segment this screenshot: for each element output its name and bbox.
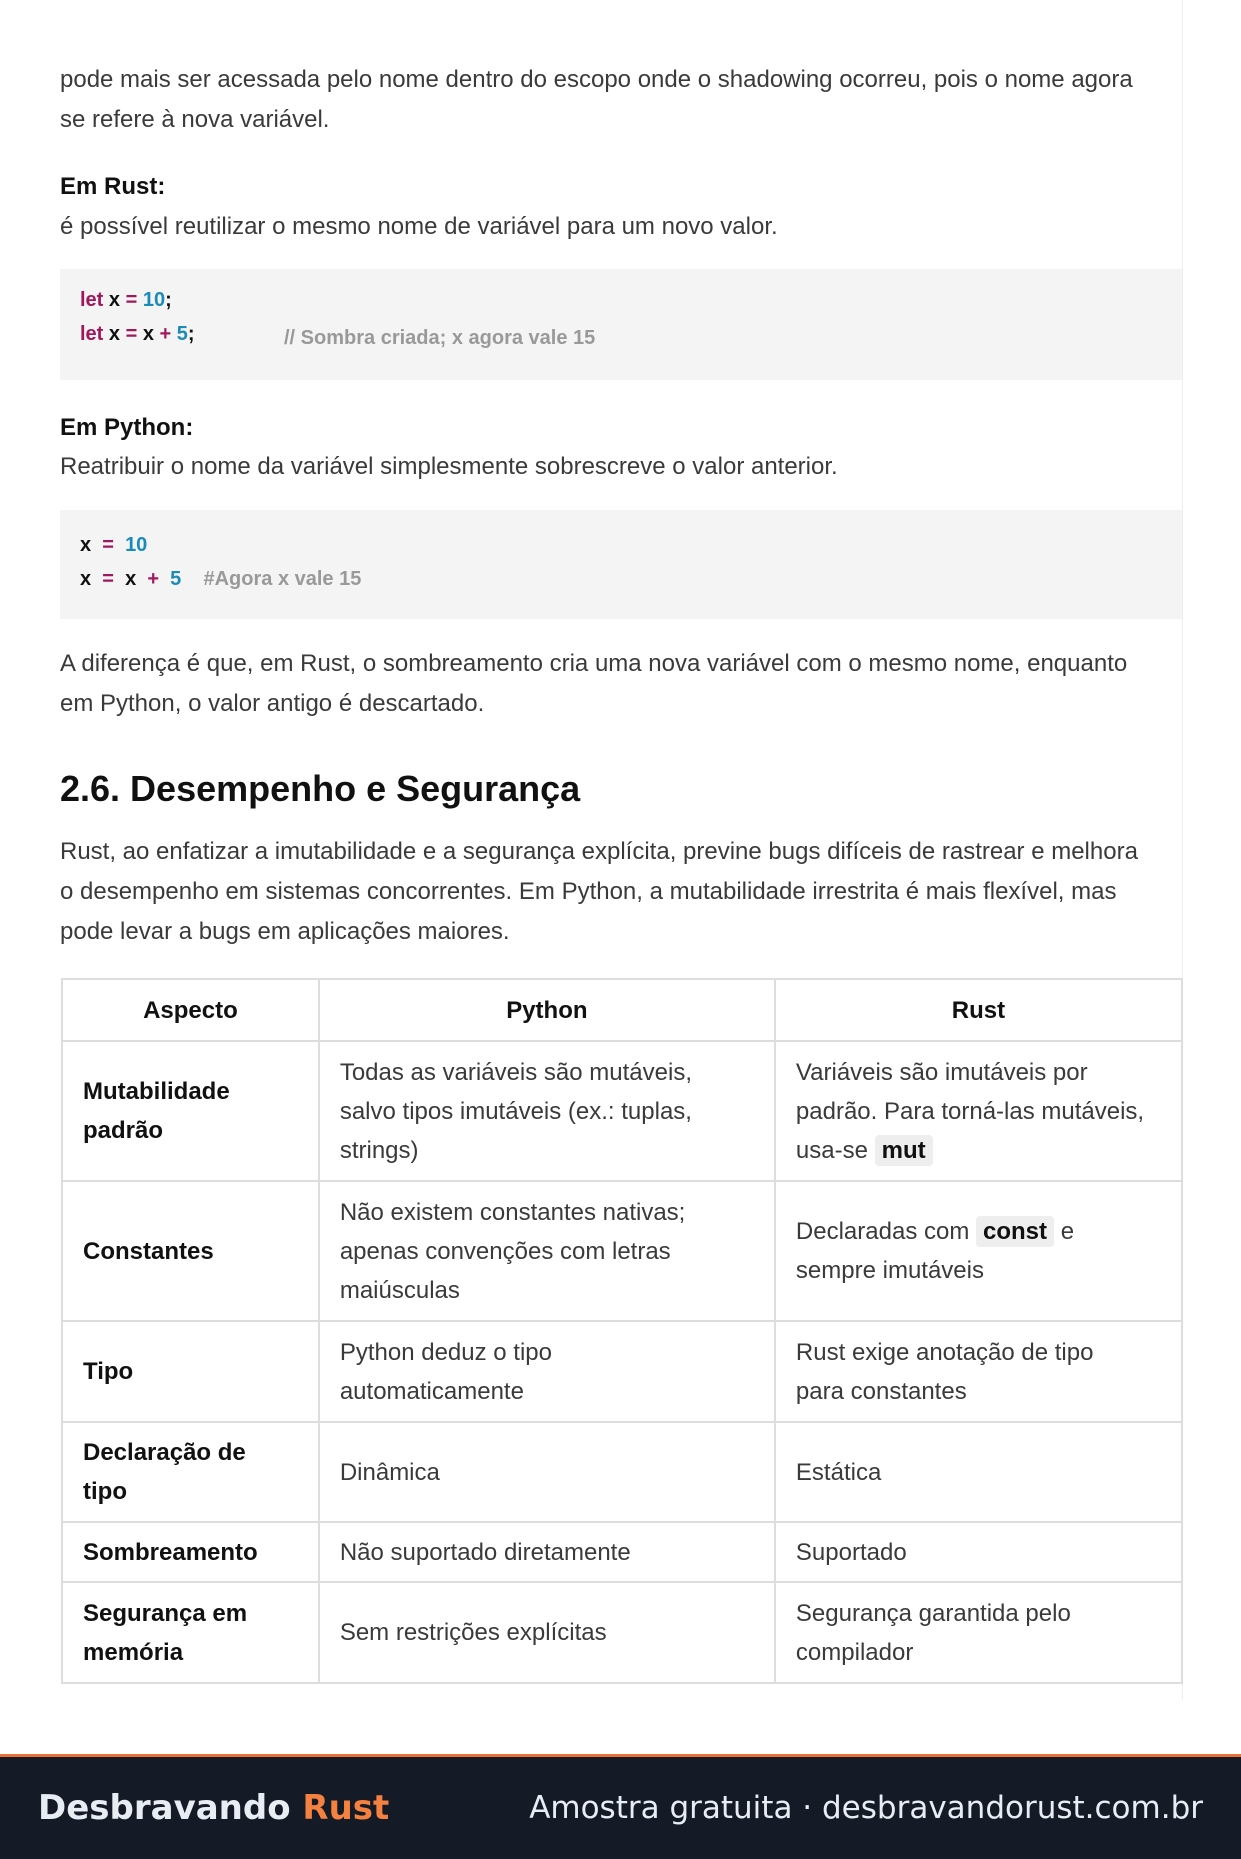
python-description: Reatribuir o nome da variável simplesmente sobrescreve o valor anterior. [60, 453, 838, 480]
rust-description: é possível reutilizar o mesmo nome de variável para um novo valor. [60, 213, 778, 240]
section-line-3: pode levar a bugs em aplicações maiores. [60, 918, 510, 945]
aspect-cell: Sombreamento [62, 1522, 319, 1582]
table-row [62, 1522, 1182, 1582]
aspect-cell: Segurança em memória [62, 1582, 319, 1683]
rust-cell: Suportado [775, 1522, 1182, 1582]
header-rust: Rust [775, 979, 1182, 1041]
table-row [62, 1041, 1182, 1181]
section-heading: 2.6. Desempenho e Segurança [60, 768, 581, 809]
rust-code-line-2: let x = x + 5; [80, 323, 195, 345]
intro-line-2: se refere à nova variável. [60, 106, 330, 133]
difference-line-2: em Python, o valor antigo é descartado. [60, 690, 485, 717]
python-cell: Todas as variáveis são mutáveis, salvo tipos imutáveis (ex.: tuplas, strings) [319, 1041, 775, 1181]
footer-sample-link[interactable]: Amostra gratuita · desbravandorust.com.br [529, 1790, 1203, 1826]
python-cell: Dinâmica [319, 1422, 775, 1522]
footer-brand [38, 1757, 389, 1859]
rust-cell: Rust exige anotação de tipo para constantes [775, 1321, 1182, 1422]
section-paragraph [60, 832, 1138, 952]
table-header-row [62, 979, 1182, 1041]
header-python: Python [319, 979, 775, 1041]
aspect-cell: Tipo [62, 1321, 319, 1422]
table-row [62, 1181, 1182, 1321]
python-code-comment: #Agora x vale 15 [203, 568, 362, 590]
comparison-table [61, 978, 1183, 1684]
python-cell: Python deduz o tipo automaticamente [319, 1321, 775, 1422]
brand-main: Desbravando [38, 1788, 291, 1828]
python-code-line-1: x = 10 [80, 534, 148, 556]
table-row [62, 1582, 1182, 1683]
inline-code-mut: mut [875, 1135, 933, 1166]
section-line-1: Rust, ao enfatizar a imutabilidade e a segurança explícita, previne bugs difíceis de rastrear e melhora [60, 838, 1138, 865]
difference-paragraph [60, 644, 1127, 724]
table-row [62, 1321, 1182, 1422]
intro-line-1: pode mais ser acessada pelo nome dentro do escopo onde o shadowing ocorreu, pois o nome agora [60, 66, 1133, 93]
aspect-cell: Mutabilidade padrão [62, 1041, 319, 1181]
page-content [60, 0, 1183, 1700]
intro-paragraph [60, 60, 1133, 140]
python-label: Em Python: [60, 414, 194, 441]
header-aspecto: Aspecto [62, 979, 319, 1041]
difference-line-1: A diferença é que, em Rust, o sombreamento cria uma nova variável com o mesmo nome, enquanto [60, 650, 1128, 677]
rust-cell: Segurança garantida pelo compilador [775, 1582, 1182, 1683]
python-cell: Não suportado diretamente [319, 1522, 775, 1582]
python-cell: Sem restrições explícitas [319, 1582, 775, 1683]
table-row [62, 1422, 1182, 1522]
inline-code-const: const [976, 1216, 1054, 1247]
python-cell: Não existem constantes nativas; apenas convenções com letras maiúsculas [319, 1181, 775, 1321]
rust-cell: Estática [775, 1422, 1182, 1522]
rust-label: Em Rust: [60, 173, 166, 200]
rust-code-comment: // Sombra criada; x agora vale 15 [284, 327, 596, 349]
footer-bar [0, 1754, 1241, 1859]
aspect-cell: Constantes [62, 1181, 319, 1321]
rust-cell: Variáveis são imutáveis por padrão. Para torná-las mutáveis, usa-se mut [775, 1041, 1182, 1181]
aspect-cell: Declaração de tipo [62, 1422, 319, 1522]
rust-code-block [60, 269, 1182, 380]
section-line-2: o desempenho em sistemas concorrentes. Em Python, a mutabilidade irrestrita é mais flexível, mas [60, 878, 1117, 905]
python-code-block [60, 510, 1182, 619]
brand-accent: Rust [302, 1788, 390, 1828]
rust-cell: Declaradas com const e sempre imutáveis [775, 1181, 1182, 1321]
python-code-line-2: x = x + 5 #Agora x vale 15 [80, 568, 362, 590]
rust-code-line-1: let x = 10; [80, 289, 172, 311]
